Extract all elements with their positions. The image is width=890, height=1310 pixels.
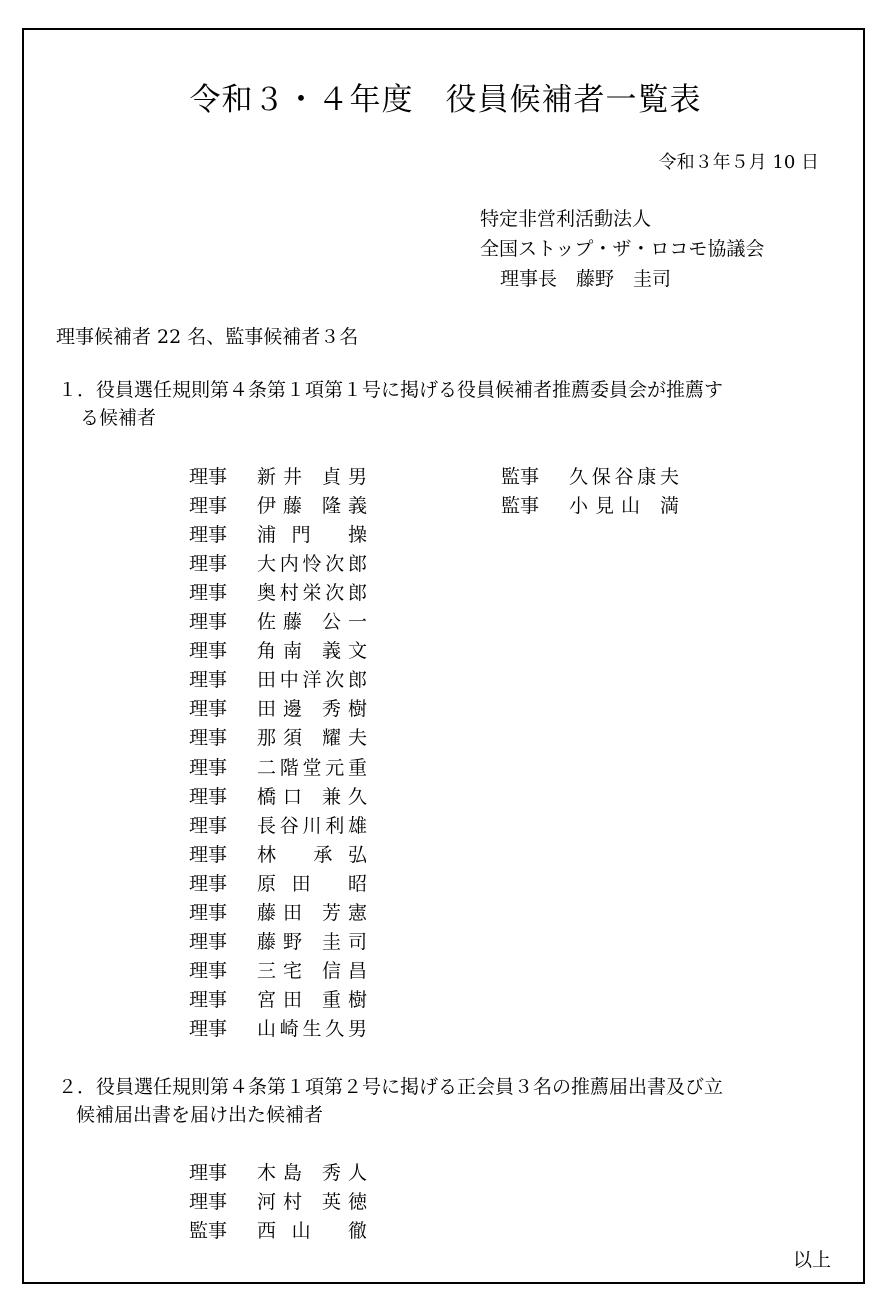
- director-candidate-row: [189, 550, 389, 579]
- document-title: 令和３・４年度 役員候補者一覧表: [189, 82, 702, 118]
- director-candidate-row: [189, 986, 389, 1015]
- director-candidate-row: [189, 783, 389, 812]
- candidate-role: 理事: [189, 901, 228, 924]
- candidate-role: 理事: [189, 524, 228, 547]
- candidate-name: 佐藤 公一: [257, 611, 367, 634]
- director-candidate-row: [189, 695, 389, 724]
- director-candidate-row: [189, 870, 389, 899]
- candidate-role: 理事: [189, 843, 228, 866]
- director-candidate-row: [189, 957, 389, 986]
- candidate-name: 新井 貞男: [257, 466, 367, 488]
- candidate-name: 原田 昭: [257, 872, 367, 895]
- candidate-role: 理事: [189, 814, 228, 837]
- candidate-name: 浦門 操: [257, 524, 367, 547]
- candidate-role: 理事: [189, 582, 228, 605]
- director-candidate-row: [189, 666, 389, 695]
- director-candidate-row: [189, 724, 389, 753]
- candidate-name: 河村 英徳: [257, 1191, 367, 1214]
- candidate-role: 理事: [189, 495, 228, 518]
- candidate-name: 山崎生久男: [257, 1017, 367, 1040]
- director-candidate-row: [189, 928, 389, 957]
- candidate-name: 林 承弘: [257, 843, 367, 866]
- document-page: [22, 28, 865, 1284]
- candidate-role: 理事: [189, 988, 228, 1011]
- candidate-role: 監事: [189, 1220, 228, 1243]
- closing-mark: 以上: [792, 1249, 831, 1271]
- candidate-name: 奥村栄次郎: [257, 582, 367, 605]
- candidate-name: 大内怜次郎: [257, 553, 367, 576]
- director-candidate-row: [189, 492, 389, 521]
- candidate-name: 田中洋次郎: [257, 669, 367, 692]
- director-candidate-row: [189, 1015, 389, 1044]
- candidate-name: 小見山 満: [569, 495, 679, 518]
- section1-heading-line2: る候補者: [80, 407, 157, 429]
- candidate-role: 理事: [189, 1017, 228, 1040]
- candidate-role: 理事: [189, 930, 228, 953]
- candidate-name: 伊藤 隆義: [257, 495, 367, 518]
- candidate-role: 理事: [189, 640, 228, 663]
- candidate-role: 理事: [189, 1162, 228, 1184]
- candidate-role: 理事: [189, 553, 228, 576]
- candidate-name: 宮田 重樹: [257, 988, 367, 1011]
- candidate-role: 理事: [189, 1191, 228, 1214]
- section2-candidate-row: [189, 1159, 389, 1188]
- candidate-name: 橋口 兼久: [257, 785, 367, 808]
- candidate-role: 理事: [189, 756, 228, 779]
- issuer-org-name: 全国ストップ・ザ・ロコモ協議会: [480, 238, 765, 260]
- candidate-role: 理事: [189, 872, 228, 895]
- issue-date: 令和３年５月 10 日: [658, 152, 819, 173]
- candidate-name: 西山 徹: [257, 1220, 367, 1243]
- candidate-role: 監事: [501, 466, 540, 488]
- candidate-role: 理事: [189, 466, 228, 488]
- candidate-name: 久保谷康夫: [569, 466, 679, 488]
- auditor-candidate-row: [501, 463, 701, 492]
- candidate-name: 田邊 秀樹: [257, 698, 367, 721]
- candidate-role: 理事: [189, 727, 228, 750]
- candidate-name: 藤野 圭司: [257, 930, 367, 953]
- candidate-name: 三宅 信昌: [257, 959, 367, 982]
- issuer-representative: 理事長 藤野 圭司: [500, 268, 672, 290]
- candidate-role: 理事: [189, 785, 228, 808]
- section2-candidate-row: [189, 1217, 389, 1246]
- candidate-name: 長谷川利雄: [257, 814, 367, 837]
- candidate-summary: 理事候補者 22 名、監事候補者３名: [56, 326, 359, 348]
- candidate-role: 理事: [189, 959, 228, 982]
- director-candidate-row: [189, 812, 389, 841]
- section1-heading-line1: １．役員選任規則第４条第１項第１号に掲げる役員候補者推薦委員会が推薦す: [58, 379, 724, 401]
- director-candidate-row: [189, 463, 389, 492]
- section2-heading-line1: ２．役員選任規則第４条第１項第２号に掲げる正会員３名の推薦届出書及び立: [58, 1076, 724, 1098]
- auditor-candidate-row: [501, 492, 701, 521]
- issuer-org-type: 特定非営利活動法人: [480, 208, 652, 230]
- candidate-name: 藤田 芳憲: [257, 901, 367, 924]
- candidate-role: 理事: [189, 669, 228, 692]
- candidate-name: 二階堂元重: [257, 756, 367, 779]
- candidate-role: 理事: [189, 611, 228, 634]
- director-candidate-row: [189, 899, 389, 928]
- director-candidate-row: [189, 637, 389, 666]
- section2-heading-line2: 候補届出書を届け出た候補者: [76, 1104, 324, 1126]
- candidate-role: 監事: [501, 495, 540, 518]
- section1-heading: [58, 376, 848, 432]
- candidate-name: 木島 秀人: [257, 1162, 367, 1184]
- candidate-role: 理事: [189, 698, 228, 721]
- director-candidate-row: [189, 754, 389, 783]
- director-candidate-row: [189, 521, 389, 550]
- director-candidate-row: [189, 579, 389, 608]
- section2-heading: [58, 1073, 848, 1129]
- director-candidate-row: [189, 841, 389, 870]
- director-candidate-row: [189, 608, 389, 637]
- candidate-name: 那須 耀夫: [257, 727, 367, 750]
- section2-candidate-row: [189, 1188, 389, 1217]
- candidate-name: 角南 義文: [257, 640, 367, 663]
